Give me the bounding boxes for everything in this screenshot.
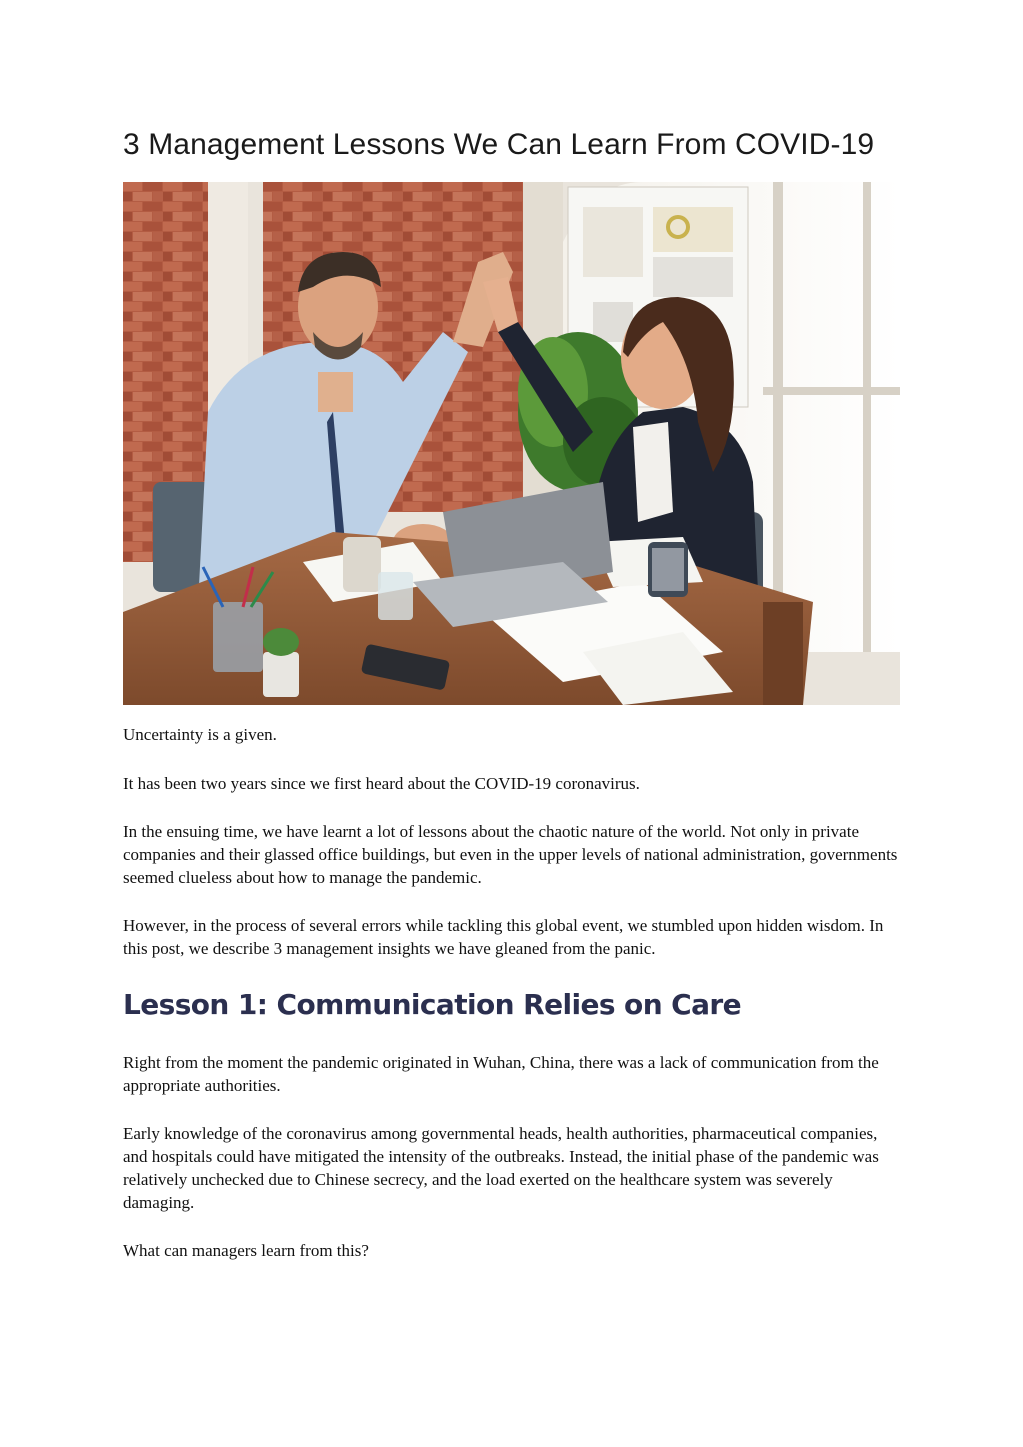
- intro-paragraph: However, in the process of several errors while tackling this global event, we stumbled upon hidden wisdom. In this post, we describe 3 management insights we have gleaned from the panic.: [123, 916, 884, 958]
- office-high-five-photo: [123, 182, 900, 705]
- intro-paragraph: In the ensuing time, we have learnt a lot of lessons about the chaotic nature of the world. Not only in private companies and their glassed office buildings, but even in the upper levels of national administration, governments seemed clueless about how to manage the pandemic.: [123, 822, 898, 887]
- intro-paragraph: It has been two years since we first heard about the COVID-19 coronavirus.: [123, 774, 640, 793]
- hero-photo: [123, 182, 900, 705]
- lesson-paragraph: Right from the moment the pandemic originated in Wuhan, China, there was a lack of communication from the appropriate authorities.: [123, 1053, 879, 1095]
- lesson-paragraph: Early knowledge of the coronavirus among governmental heads, health authorities, pharmaceutical companies, and hospitals could have mitigated the intensity of the outbreaks. Instead, the initial phase of the pandemic was relatively unchecked due to Chinese secrecy, and the load exerted on the healthcare system was severely damaging.: [123, 1124, 879, 1212]
- article-title: 3 Management Lessons We Can Learn From COVID-19: [123, 128, 875, 161]
- lesson-paragraph: What can managers learn from this?: [123, 1241, 369, 1260]
- intro-paragraph: Uncertainty is a given.: [123, 725, 277, 744]
- lesson-1-heading: Lesson 1: Communication Relies on Care: [123, 988, 742, 1021]
